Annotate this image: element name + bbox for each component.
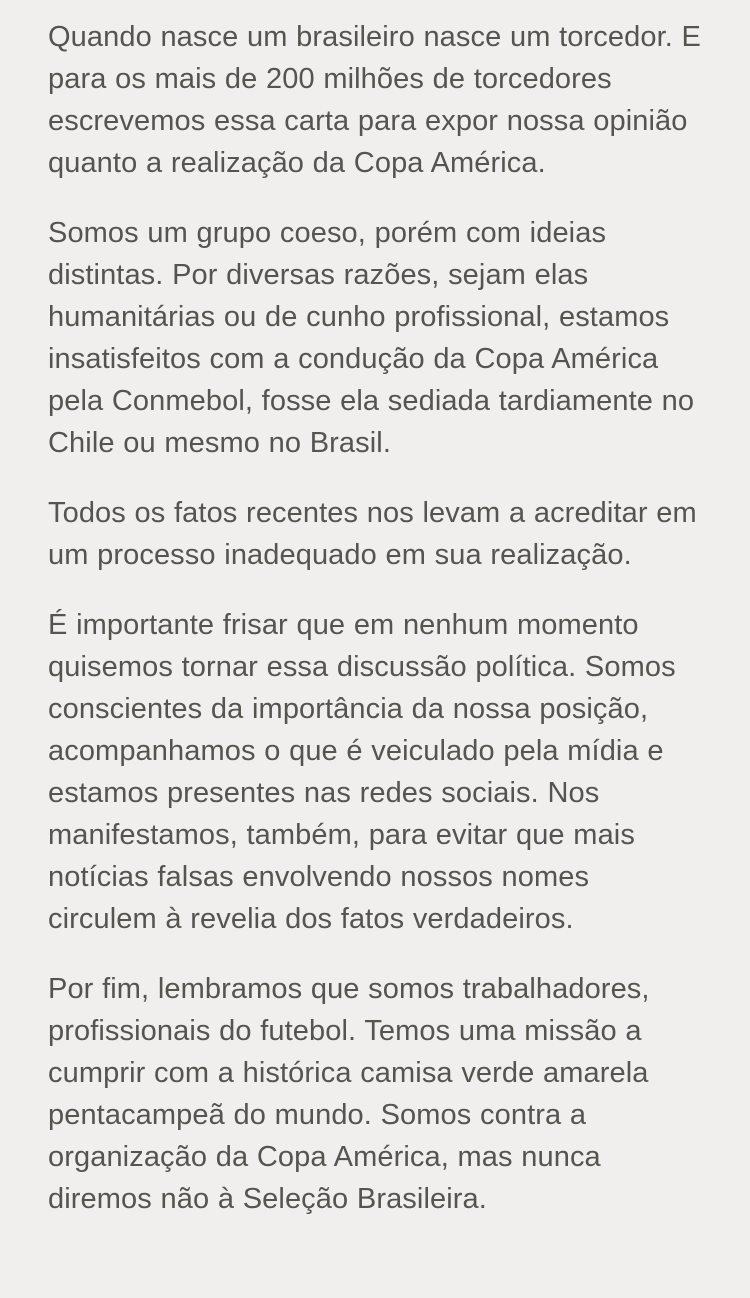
paragraph-politics: É importante frisar que em nenhum momento quisemos tornar essa discussão política. Somos conscientes da importância da nossa posição, acompanhamos o que é veiculado pela mídia e estamos presentes nas redes sociais. Nos manifestamos, também, para evitar que mais notícias falsas envolvendo nossos nomes circulem à revelia dos fatos verdadeiros. <box>48 609 676 935</box>
paragraph-group: Somos um grupo coeso, porém com ideias distintas. Por diversas razões, sejam elas humanitárias ou de cunho profissional, estamos insatisfeitos com a condução da Copa América pela Conmebol, fosse ela sediada tardiamente no Chile ou mesmo no Brasil. <box>48 217 695 459</box>
paragraph-intro: Quando nasce um brasileiro nasce um torcedor. E para os mais de 200 milhões de torcedores escrevemos essa carta para expor nossa opinião quanto a realização da Copa América. <box>48 21 701 179</box>
paragraph-closing: Por fim, lembramos que somos trabalhadores, profissionais do futebol. Temos uma missão a cumprir com a histórica camisa verde amarela pentacampeã do mundo. Somos contra a organização da Copa América, mas nunca diremos não à Seleção Brasileira. <box>48 973 650 1215</box>
paragraph-facts: Todos os fatos recentes nos levam a acreditar em um processo inadequado em sua realização. <box>48 497 697 571</box>
